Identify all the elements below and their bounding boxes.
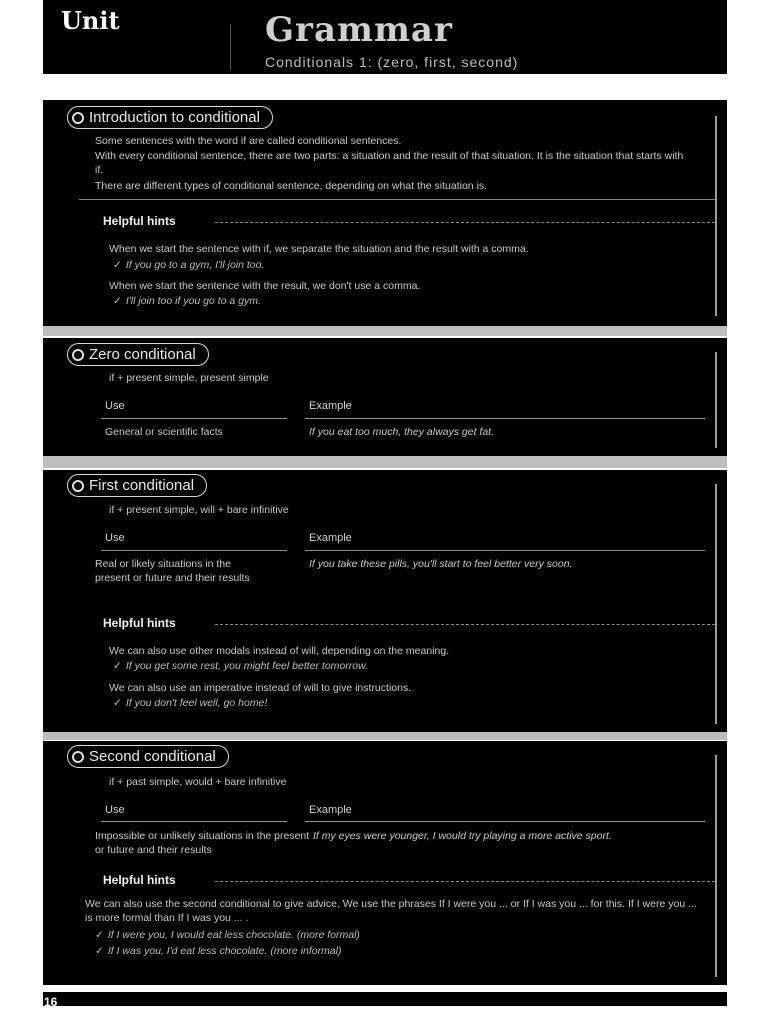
intro-hint-1-example: ✓ If you go to a gym, I'll join too. (113, 259, 265, 271)
zero-gray-band (43, 456, 727, 468)
intro-paragraph-1: Some sentences with the word if are called conditional sentences. (95, 135, 402, 147)
tick-icon: ✓ (113, 259, 122, 271)
unit-header (43, 0, 727, 74)
first-formula: if + present simple, will + bare infinitive (109, 504, 289, 516)
tick-icon: ✓ (95, 929, 104, 941)
second-row-use: Impossible or unlikely situations in the present or future and their results (95, 830, 310, 856)
tick-icon: ✓ (113, 660, 122, 672)
zero-title: Zero conditional (89, 346, 196, 363)
first-hint-1: We can also use other modals instead of will, depending on the meaning. (109, 645, 450, 657)
intro-divider (79, 199, 715, 200)
zero-formula: if + present simple, present simple (109, 372, 269, 384)
second-hint-example-2: ✓ If I was you, I'd eat less chocolate. (more informal) (95, 945, 342, 957)
first-row-example: If you take these pills, you'll start to feel better very soon. (309, 558, 573, 570)
zero-col-example: Example (309, 400, 352, 412)
first-col-use: Use (105, 532, 125, 544)
intro-hints-rule (215, 222, 715, 223)
circle-bullet-icon (72, 751, 84, 763)
page-subtitle: Conditionals 1: (zero, first, second) (265, 54, 519, 70)
intro-section (43, 100, 727, 326)
intro-title-pill (67, 106, 273, 129)
page-title: Grammar (265, 10, 453, 50)
first-section (43, 470, 727, 732)
second-title-pill (67, 745, 229, 768)
page-number: 16 (44, 995, 58, 1009)
tick-icon: ✓ (95, 945, 104, 957)
footer-bar (43, 992, 727, 1006)
second-table-rule-2 (305, 821, 705, 822)
second-col-use: Use (105, 804, 125, 816)
second-hints-rule (215, 881, 715, 882)
intro-hint-2: When we start the sentence with the result, we don't use a comma. (109, 280, 421, 292)
intro-paragraph-3: There are different types of conditional sentence, depending on what the situation is. (95, 180, 488, 192)
first-gray-band (43, 732, 727, 740)
intro-hints-title: Helpful hints (103, 214, 176, 228)
first-hint-1-example: ✓ If you get some rest, you might feel better tomorrow. (113, 660, 369, 672)
second-hint-example-1: ✓ If I were you, I would eat less chocolate. (more formal) (95, 929, 360, 941)
zero-col-use: Use (105, 400, 125, 412)
first-hint-2-example: ✓ If you don't feel well, go home! (113, 697, 268, 709)
zero-row-use: General or scientific facts (105, 426, 223, 438)
intro-hint-1: When we start the sentence with if, we separate the situation and the result with a comma. (109, 243, 529, 255)
first-row-use: Real or likely situations in the present or future and their results (95, 558, 250, 584)
intro-hint-2-example: ✓ I'll join too if you go to a gym. (113, 295, 261, 307)
zero-table-rule-2 (305, 418, 705, 419)
first-col-example: Example (309, 532, 352, 544)
circle-bullet-icon (72, 112, 84, 124)
zero-table-rule (101, 418, 287, 419)
header-divider (230, 24, 231, 70)
intro-border-right (715, 116, 717, 316)
second-formula: if + past simple, would + bare infinitive (109, 776, 287, 788)
first-hint-2: We can also use an imperative instead of will to give instructions. (109, 682, 412, 694)
zero-section (43, 338, 727, 456)
zero-border-right (715, 352, 717, 448)
second-col-example: Example (309, 804, 352, 816)
intro-gray-band (43, 326, 727, 336)
intro-title: Introduction to conditional (89, 109, 260, 126)
first-title: First conditional (89, 477, 195, 494)
zero-row-example: If you eat too much, they always get fat. (309, 426, 495, 438)
second-hints-title: Helpful hints (103, 873, 176, 887)
circle-bullet-icon (72, 349, 84, 361)
intro-paragraph-2: With every conditional sentence, there are two parts: a situation and the result of that situation. It is the situation that starts with if. (95, 150, 684, 176)
second-title: Second conditional (89, 748, 216, 765)
circle-bullet-icon (72, 480, 84, 492)
first-table-rule (101, 550, 287, 551)
second-table-rule (101, 821, 287, 822)
first-title-pill (67, 474, 207, 497)
first-table-rule-2 (305, 550, 705, 551)
first-hints-title: Helpful hints (103, 616, 176, 630)
first-border-right (715, 484, 717, 724)
unit-label: Unit (61, 6, 120, 35)
second-border-right (715, 755, 717, 977)
second-hints-text: We can also use the second conditional to give advice. We use the phrases If I were you ... or If I was you ... for this. If I were you ... is more formal than If I was you ... . (85, 898, 697, 924)
first-hints-rule (215, 624, 715, 625)
tick-icon: ✓ (113, 295, 122, 307)
zero-title-pill (67, 343, 209, 366)
tick-icon: ✓ (113, 697, 122, 709)
second-row-example: If my eyes were younger, I would try playing a more active sport. (313, 830, 612, 842)
second-section (43, 741, 727, 985)
